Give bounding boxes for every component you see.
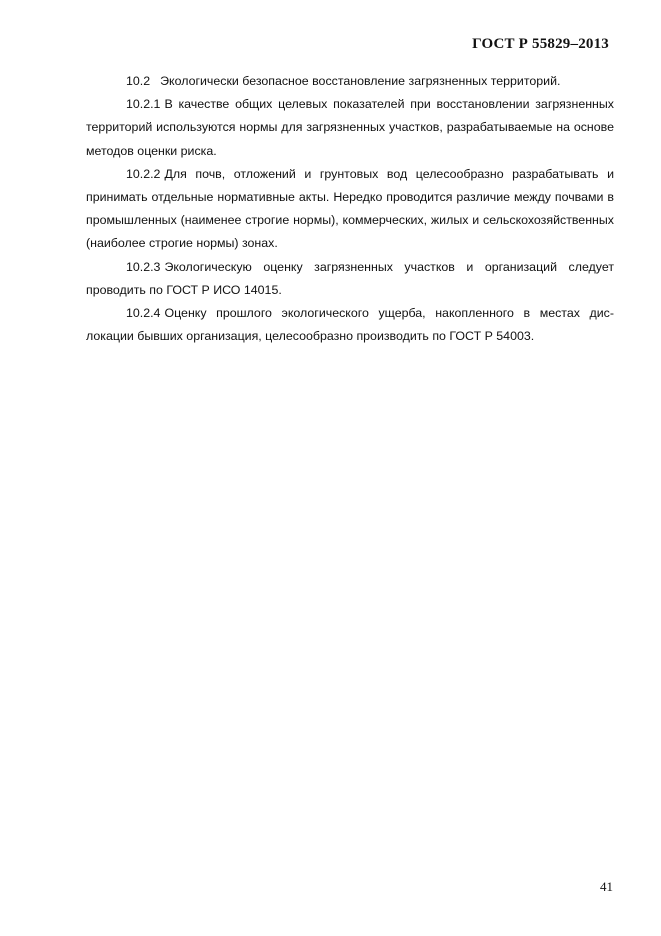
document-body [86, 70, 614, 348]
clause-text: Для почв, отложений и грунтовых вод целесообразно разрабатывать и принимать отдельные нормативные акты. Нередко проводится различие между почвами в промышленных (наименее строгие нормы), коммерческих, жилых и сельскохозяйственных (наиболее строгие нормы) зонах. [86, 166, 614, 251]
clause-text: В качестве общих целевых показателей при восстановлении загрязненных территорий используются нормы для загрязненных участков, разрабатываемые на основе методов оценки риска. [86, 97, 614, 158]
clause-10-2-4 [86, 302, 614, 348]
clause-number: 10.2.4 [126, 306, 161, 321]
standard-designation: ГОСТ Р 55829–2013 [472, 36, 609, 52]
section-title: Экологически безопасное восстановление загрязненных территорий. [160, 74, 561, 88]
section-heading-10-2 [86, 70, 614, 93]
section-number: 10.2 [126, 74, 151, 88]
page-number: 41 [600, 879, 613, 894]
clause-10-2-2 [86, 163, 614, 256]
clause-number: 10.2.3 [126, 259, 161, 274]
clause-number: 10.2.1 [126, 97, 161, 112]
clause-number: 10.2.2 [126, 166, 161, 181]
clause-text: Оценку прошлого экологического ущерба, накопленного в местах дислокации бывших организация, целесообразно производить по ГОСТ Р 54003. [86, 306, 614, 344]
clause-10-2-3 [86, 256, 614, 302]
clause-text: Экологическую оценку загрязненных участков и организаций следует проводить по ГОСТ Р ИСО 14015. [86, 259, 614, 297]
clause-10-2-1 [86, 93, 614, 163]
